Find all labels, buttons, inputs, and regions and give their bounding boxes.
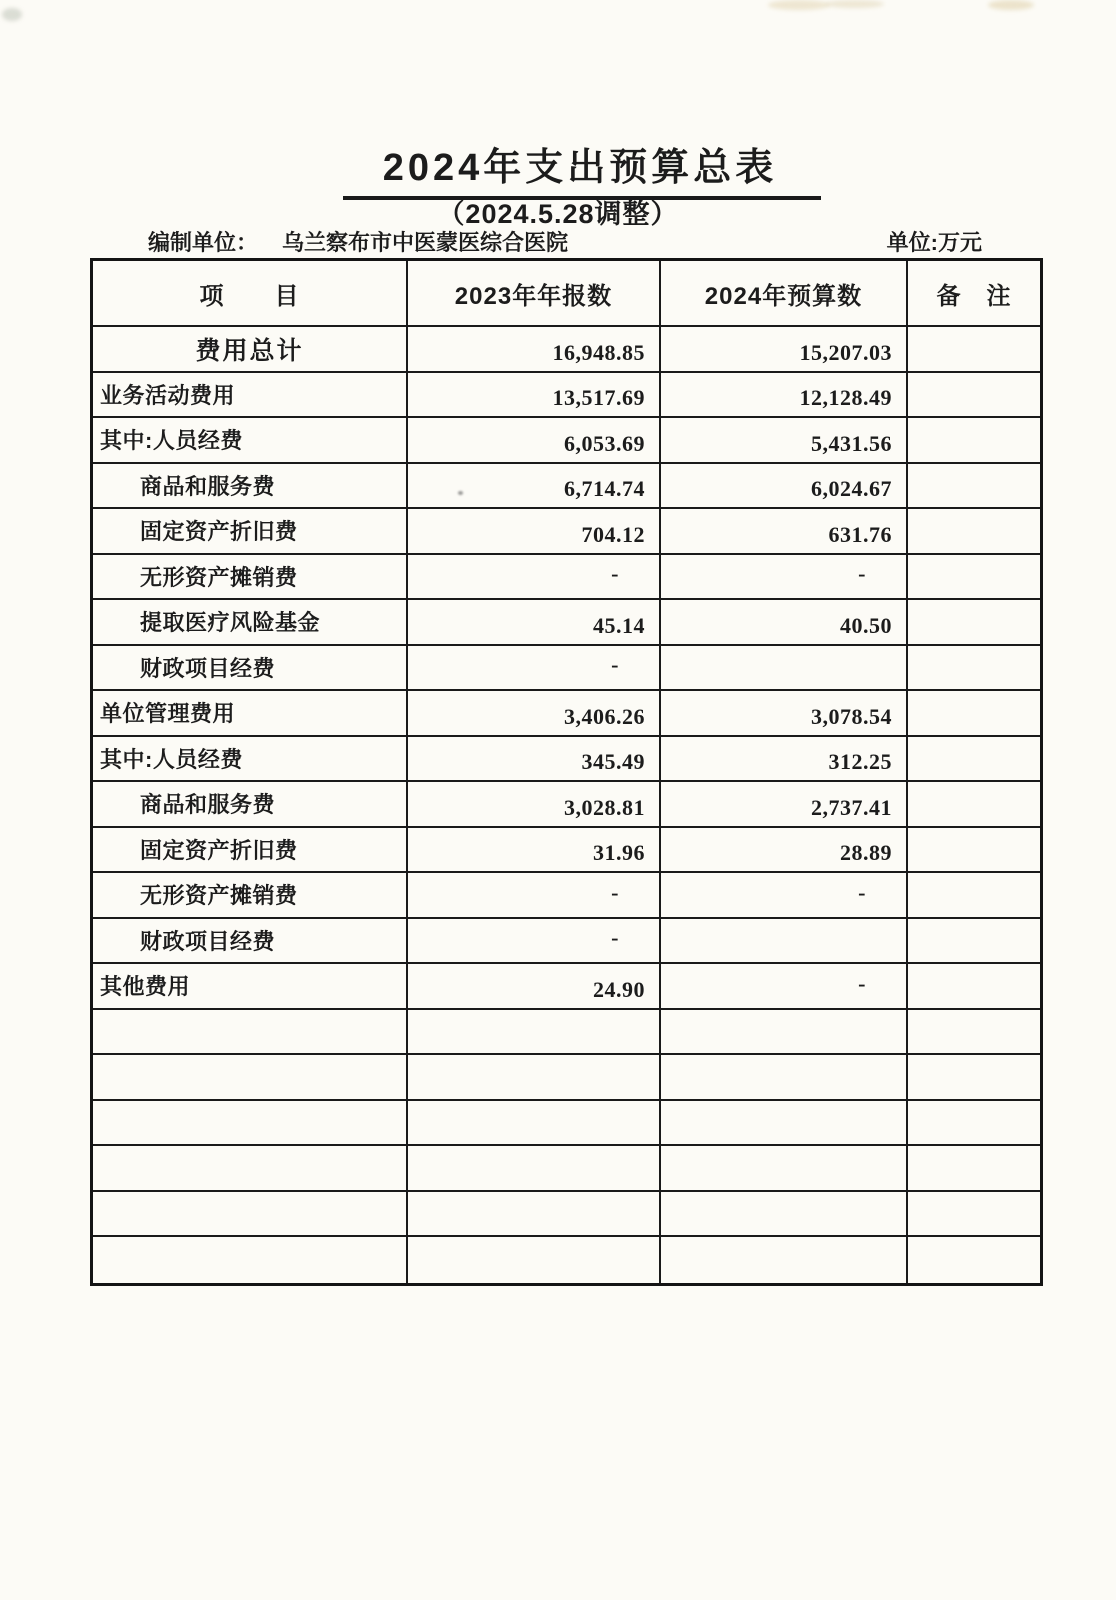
note-cell [908, 418, 1040, 462]
item-cell: 其中:人员经费 [93, 737, 408, 781]
note-cell [908, 1146, 1040, 1190]
note-cell [908, 1055, 1040, 1099]
unit-label: 单位:万元 [886, 230, 982, 255]
note-cell [908, 1101, 1040, 1145]
scan-artifact [768, 0, 830, 10]
prepared-by-value: 乌兰察布市中医蒙医综合医院 [282, 230, 569, 255]
table-row [93, 646, 1040, 692]
table-row [93, 1010, 1040, 1056]
value-2023-cell: 45.14 [408, 600, 661, 644]
value-2024-cell: - [661, 873, 908, 917]
item-cell: 提取医疗风险基金 [93, 600, 408, 644]
table-header-row [93, 261, 1040, 327]
item-cell: 固定资产折旧费 [93, 828, 408, 872]
col-header-note: 备 注 [936, 282, 1012, 310]
table-row [93, 919, 1040, 965]
table-row [93, 327, 1040, 373]
item-cell: 固定资产折旧费 [93, 509, 408, 553]
scan-artifact [826, 0, 884, 8]
value-2023-cell: 24.90 [408, 964, 661, 1008]
col-header-2023: 2023年年报数 [408, 261, 661, 325]
title-block [0, 136, 1116, 200]
value-2024-cell: 5,431.56 [661, 418, 908, 462]
note-cell [908, 555, 1040, 599]
table-row [93, 418, 1040, 464]
note-cell [908, 509, 1040, 553]
page-title: 2024年支出预算总表 [343, 136, 822, 200]
item-cell: 其他费用 [93, 964, 408, 1008]
note-cell [908, 873, 1040, 917]
value-2024-cell [661, 1101, 908, 1145]
value-2024-cell [661, 1237, 908, 1283]
table-row [93, 964, 1040, 1010]
item-cell: 财政项目经费 [93, 919, 408, 963]
value-2023-cell [408, 1192, 661, 1236]
note-cell [908, 464, 1040, 508]
table-row [93, 873, 1040, 919]
value-2023-cell [408, 1146, 661, 1190]
value-2024-cell [661, 1192, 908, 1236]
note-cell [908, 828, 1040, 872]
note-cell [908, 1192, 1040, 1236]
value-2024-cell: 15,207.03 [661, 327, 908, 371]
scan-artifact [988, 0, 1034, 10]
value-2024-cell: 3,078.54 [661, 691, 908, 735]
value-2023-cell: - [408, 555, 661, 599]
prepared-by-label: 编制单位： [148, 230, 259, 255]
value-2023-cell: - [408, 646, 661, 690]
value-2023-cell: - [408, 919, 661, 963]
note-cell [908, 646, 1040, 690]
value-2024-cell: - [661, 555, 908, 599]
item-cell: 无形资产摊销费 [93, 873, 408, 917]
table-row [93, 782, 1040, 828]
item-cell [93, 1055, 408, 1099]
value-2023-cell [408, 1101, 661, 1145]
value-2023-cell [408, 1055, 661, 1099]
table-row [93, 1055, 1040, 1101]
item-cell [93, 1101, 408, 1145]
table-row [93, 373, 1040, 419]
table-row [93, 691, 1040, 737]
note-cell [908, 373, 1040, 417]
item-cell [93, 1010, 408, 1054]
value-2024-cell: 631.76 [661, 509, 908, 553]
table-row [93, 600, 1040, 646]
value-2023-cell [408, 1010, 661, 1054]
note-cell [908, 600, 1040, 644]
value-2024-cell [661, 1055, 908, 1099]
note-cell [908, 327, 1040, 371]
meta-row [148, 226, 982, 257]
page-subtitle: （2024.5.28调整） [437, 199, 679, 229]
table-row [93, 737, 1040, 783]
item-cell: 其中:人员经费 [93, 418, 408, 462]
value-2024-cell: 2,737.41 [661, 782, 908, 826]
note-cell [908, 1237, 1040, 1283]
value-2024-cell: - [661, 964, 908, 1008]
value-2024-cell: 40.50 [661, 600, 908, 644]
table-row [93, 828, 1040, 874]
value-2023-cell: 3,028.81 [408, 782, 661, 826]
value-2024-cell [661, 919, 908, 963]
value-2024-cell: 12,128.49 [661, 373, 908, 417]
table-row [93, 509, 1040, 555]
table-row [93, 1146, 1040, 1192]
value-2024-cell [661, 1146, 908, 1190]
item-cell: 财政项目经费 [93, 646, 408, 690]
item-cell: 费用总计 [93, 327, 408, 371]
table-row [93, 1237, 1040, 1283]
value-2024-cell: 6,024.67 [661, 464, 908, 508]
note-cell [908, 1010, 1040, 1054]
item-cell: 无形资产摊销费 [93, 555, 408, 599]
item-cell [93, 1237, 408, 1283]
item-cell [93, 1146, 408, 1190]
note-cell [908, 691, 1040, 735]
value-2023-cell: 16,948.85 [408, 327, 661, 371]
value-2023-cell: 13,517.69 [408, 373, 661, 417]
item-cell [93, 1192, 408, 1236]
col-header-item: 项 目 [93, 261, 408, 325]
scan-artifact [2, 8, 22, 21]
value-2024-cell [661, 1010, 908, 1054]
value-2023-cell: 345.49 [408, 737, 661, 781]
note-cell [908, 782, 1040, 826]
value-2024-cell [661, 646, 908, 690]
value-2023-cell: 31.96 [408, 828, 661, 872]
value-2024-cell: 312.25 [661, 737, 908, 781]
value-2023-cell: 3,406.26 [408, 691, 661, 735]
value-2023-cell: 6,053.69 [408, 418, 661, 462]
table-row [93, 555, 1040, 601]
note-cell [908, 964, 1040, 1008]
value-2023-cell: 6,714.74 [408, 464, 661, 508]
item-cell: 单位管理费用 [93, 691, 408, 735]
col-header-2024: 2024年预算数 [661, 261, 908, 325]
table-row [93, 1192, 1040, 1238]
value-2024-cell: 28.89 [661, 828, 908, 872]
value-2023-cell [408, 1237, 661, 1283]
note-cell [908, 919, 1040, 963]
prepared-by [148, 226, 568, 257]
budget-table [90, 258, 1043, 1286]
item-cell: 商品和服务费 [93, 464, 408, 508]
item-cell: 业务活动费用 [93, 373, 408, 417]
table-row [93, 1101, 1040, 1147]
table-row [93, 464, 1040, 510]
note-cell [908, 737, 1040, 781]
value-2023-cell: - [408, 873, 661, 917]
item-cell: 商品和服务费 [93, 782, 408, 826]
value-2023-cell: 704.12 [408, 509, 661, 553]
